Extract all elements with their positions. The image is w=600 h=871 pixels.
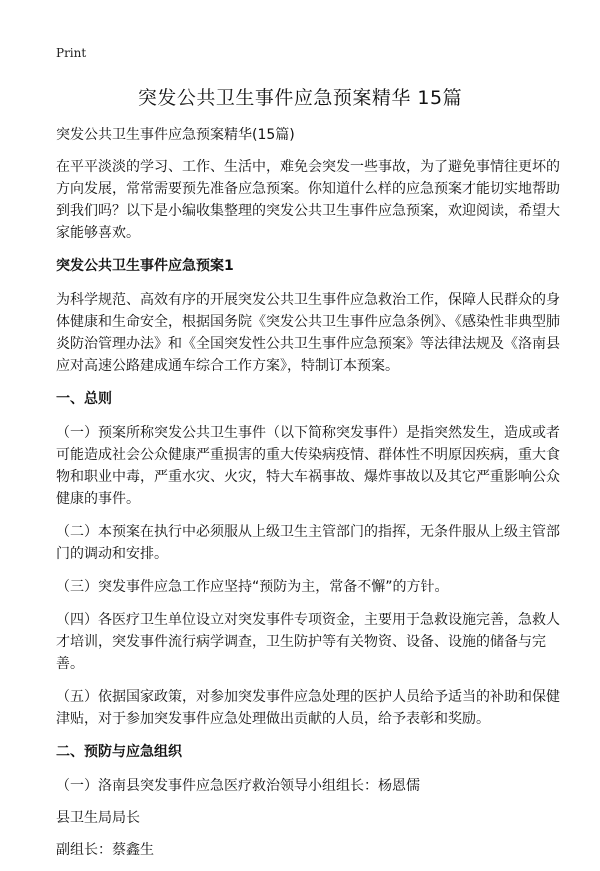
org-line-2: 县卫生局局长 (56, 810, 140, 826)
document-body (56, 124, 560, 871)
document-title: 突发公共卫生事件应急预案精华 15篇 (137, 87, 463, 109)
section1-paragraph: 为科学规范、高效有序的开展突发公共卫生事件应急救治工作，保障人民群众的身体健康和生命安全，根据国务院《突发公共卫生事件应急条例》、《感染性非典型肺炎防治管理办法》和《全国突发性公共卫生事件应急预案》等法律法规及《洛南县应对高速公路建成通车综合工作方案》，特制订本预案。 (56, 292, 560, 374)
general-item-2: （二）本预案在执行中必须服从上级卫生主管部门的指挥，无条件服从上级主管部门的调动和安排。 (56, 524, 560, 562)
org-line-3: 副组长：蔡鑫生 (56, 842, 154, 858)
intro-paragraph: 在平平淡淡的学习、工作、生活中，难免会突发一些事故，为了避免事情往更坏的方向发展，常常需要预先准备应急预案。你知道什么样的应急预案才能切实地帮助到我们吗？以下是小编收集整理的突发公共卫生事件应急预案，欢迎阅读，希望大家能够喜欢。 (56, 159, 560, 241)
org-item-1: （一）洛南县突发事件应急医疗救治领导小组组长：杨恩儒 (56, 778, 420, 794)
heading-prevention-organization: 二、预防与应急组织 (56, 744, 182, 760)
general-item-1: （一）预案所称突发公共卫生事件（以下简称突发事件）是指突然发生，造成或者可能造成社会公众健康严重损害的重大传染病疫情、群体性不明原因疾病，重大食物和职业中毒，严重水灾、火灾，特大车祸事故、爆炸事故以及其它严重影响公众健康的事件。 (56, 425, 560, 507)
heading-general-principles: 一、总则 (56, 391, 112, 407)
document-subtitle: 突发公共卫生事件应急预案精华(15篇) (56, 127, 295, 143)
general-item-5: （五）依据国家政策，对参加突发事件应急处理的医护人员给予适当的补助和保健津贴，对于参加突发事件应急处理做出贡献的人员，给予表彰和奖励。 (56, 689, 560, 727)
general-item-3: （三）突发事件应急工作应坚持“预防为主，常备不懈”的方针。 (56, 579, 449, 595)
print-label[interactable]: Print (56, 46, 87, 60)
section-heading-plan-1: 突发公共卫生事件应急预案1 (56, 258, 234, 274)
general-item-4: （四）各医疗卫生单位设立对突发事件专项资金，主要用于急救设施完善，急救人才培训，突发事件流行病学调查，卫生防护等有关物资、设备、设施的储备与完善。 (56, 612, 560, 672)
